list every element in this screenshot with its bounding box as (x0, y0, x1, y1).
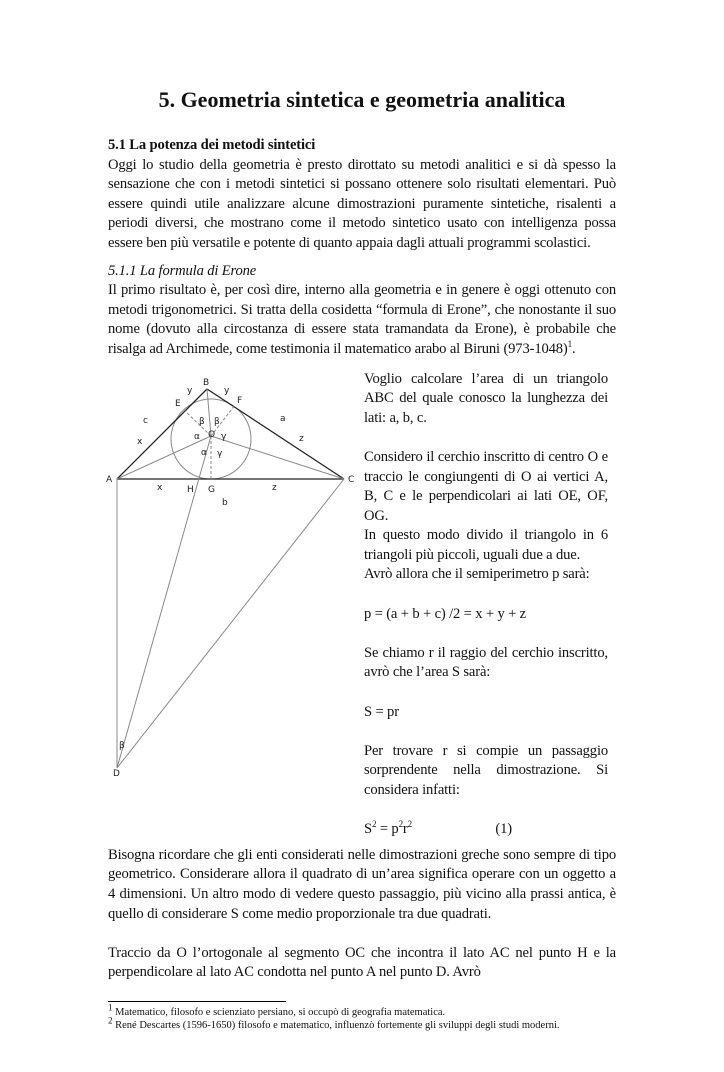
figure-row (100, 368, 616, 840)
label-b: b (222, 497, 228, 508)
right-column (364, 368, 608, 840)
label-x-base: x (157, 482, 163, 493)
section-5-1-1 (108, 262, 616, 360)
label-x-left: x (137, 436, 143, 447)
equation-semiperimeter: p = (a + b + c) /2 = x + y + z (364, 605, 527, 622)
heron-diagram (100, 368, 360, 778)
footnote-num: 1 (108, 1002, 113, 1013)
footnote-num: 2 (108, 1015, 113, 1026)
paragraph: Considero il cerchio inscritto di centro O e traccio le congiungenti di O ai vertici A, B, C e le perpendicolari ai lati OE, OF, OG. (364, 448, 608, 524)
label-beta-1: β (199, 416, 205, 427)
label-beta-D: β (119, 740, 125, 751)
equation-1 (364, 820, 608, 840)
equation-number: (1) (495, 821, 512, 838)
label-a: a (280, 413, 286, 424)
label-y-left: y (187, 385, 193, 396)
footnote-text: Matematico, filosofo e scienziato persiano, si occupò di geografia matematica. (115, 1006, 446, 1018)
eq-s: S (364, 821, 372, 838)
label-gamma-2: γ (217, 448, 223, 459)
label-gamma-1: γ (221, 431, 227, 442)
eq-exp: 2 (371, 819, 377, 830)
equation-area: S = pr (364, 703, 399, 720)
footnote-2 (108, 1015, 616, 1032)
triangle-abc (117, 389, 344, 479)
paragraph: Se chiamo r il raggio del cerchio inscritto, avrò che l’area S sarà: (364, 644, 608, 681)
label-F: F (237, 395, 243, 406)
paragraph-4d: Bisogna ricordare che gli enti considerati nelle dimostrazioni greche sono sempre di tipo geometrico. Considerare allora il quadrato di un’area significa operare con un oggetto a 4 dimensioni. Un altro modo di vedere questo passaggio, più vicino alla prassi antica, è quello di considerare S come medio proporzionale tra due quadrati. (108, 846, 616, 922)
footnote-1 (108, 1002, 616, 1019)
paragraph: Per trovare r si compie un passaggio sorprendente nella dimostrazione. Si considera infatti: (364, 742, 608, 798)
eq-mid: = p (376, 821, 399, 838)
paragraph-ortogonale: Traccio da O l’ortogonale al segmento OC che incontra il lato AC nel punto H e la perpendicolare al lato AC condotta nel punto A nel punto D. Avrò (108, 944, 616, 981)
paragraph: In questo modo divido il triangolo in 6 triangoli più piccoli, uguali due a due. (364, 527, 608, 563)
paragraph: Voglio calcolare l’area di un triangolo ABC del quale conosco la lunghezza dei lati: a, b, c. (364, 370, 608, 426)
label-O: O (208, 429, 216, 440)
subsection-body: Il primo risultato è, per così dire, interno alla geometria e in genere è oggi ottenuto con metodi trigonometrici. Si tratta della cosidetta “formula di Erone”, che nonostante il suo nome (dovuto alla circostanza di essere stata tramandata da Erone), è probabile che risalga ad Archimede, come testimonia il matematico arabo al Biruni $(973-1048)^1$. (108, 282, 616, 357)
label-D: D (113, 768, 120, 778)
section-heading: 5.1 La potenza dei metodi sintetici (108, 137, 316, 153)
footnote-text: René Descartes (1596-1650) filosofo e matematico, influenzò fortemente gli sviluppi degli studi moderni. (115, 1019, 560, 1031)
eq-exp: 2 (407, 819, 412, 830)
label-E: E (175, 398, 181, 409)
eq-r: r (402, 821, 408, 838)
label-C: C (348, 474, 355, 485)
label-H: H (187, 484, 194, 495)
section-5-1 (108, 136, 616, 254)
label-alpha-2: α (201, 447, 207, 458)
equation-1-body (364, 820, 412, 840)
label-c: c (143, 415, 148, 426)
footnote-separator (108, 1001, 286, 1002)
label-beta-2: β (214, 416, 220, 427)
footnote-ref[interactable]: 1 (567, 339, 572, 350)
subsection-heading: 5.1.1 La formula di Erone (108, 262, 257, 279)
label-B: B (203, 377, 210, 388)
label-A: A (106, 474, 113, 485)
eq-exp: 2 (398, 819, 403, 830)
label-y-right: y (224, 385, 230, 396)
label-z-base: z (272, 482, 277, 493)
subsection-text: Il primo risultato è, per così dire, interno alla geometria e in genere è oggi ottenuto con metodi trigonometrici. Si tratta della cosidetta “formula di Erone”, che nonostante il suo nome (dovuto alla circostanza di essere stata tramandata da Erone), è probabile che risalga ad Archimede, come testimonia il matematico arabo al Biruni (973-1048) (108, 282, 616, 357)
label-G: G (208, 484, 215, 495)
section-body: Oggi lo studio della geometria è presto dirottato su metodi analitici e si dà spesso la sensazione che con i metodi sintetici si possano ottenere solo risultati elementari. Può essere quindi utile analizzare alcune dimostrazioni puramente sintetiche, risalenti a periodi diversi, che mostrano come il metodo sintetico usato con intelligenza possa essere ben più versatile e potente di quanto appaia dagli attuali programmi scolastici. (108, 156, 616, 251)
chapter-title: 5. Geometria sintetica e geometria analitica (158, 87, 566, 112)
label-z-side: z (299, 433, 304, 444)
label-alpha-1: α (194, 431, 200, 442)
paragraph: Avrò allora che il semiperimetro p sarà: (364, 566, 590, 583)
